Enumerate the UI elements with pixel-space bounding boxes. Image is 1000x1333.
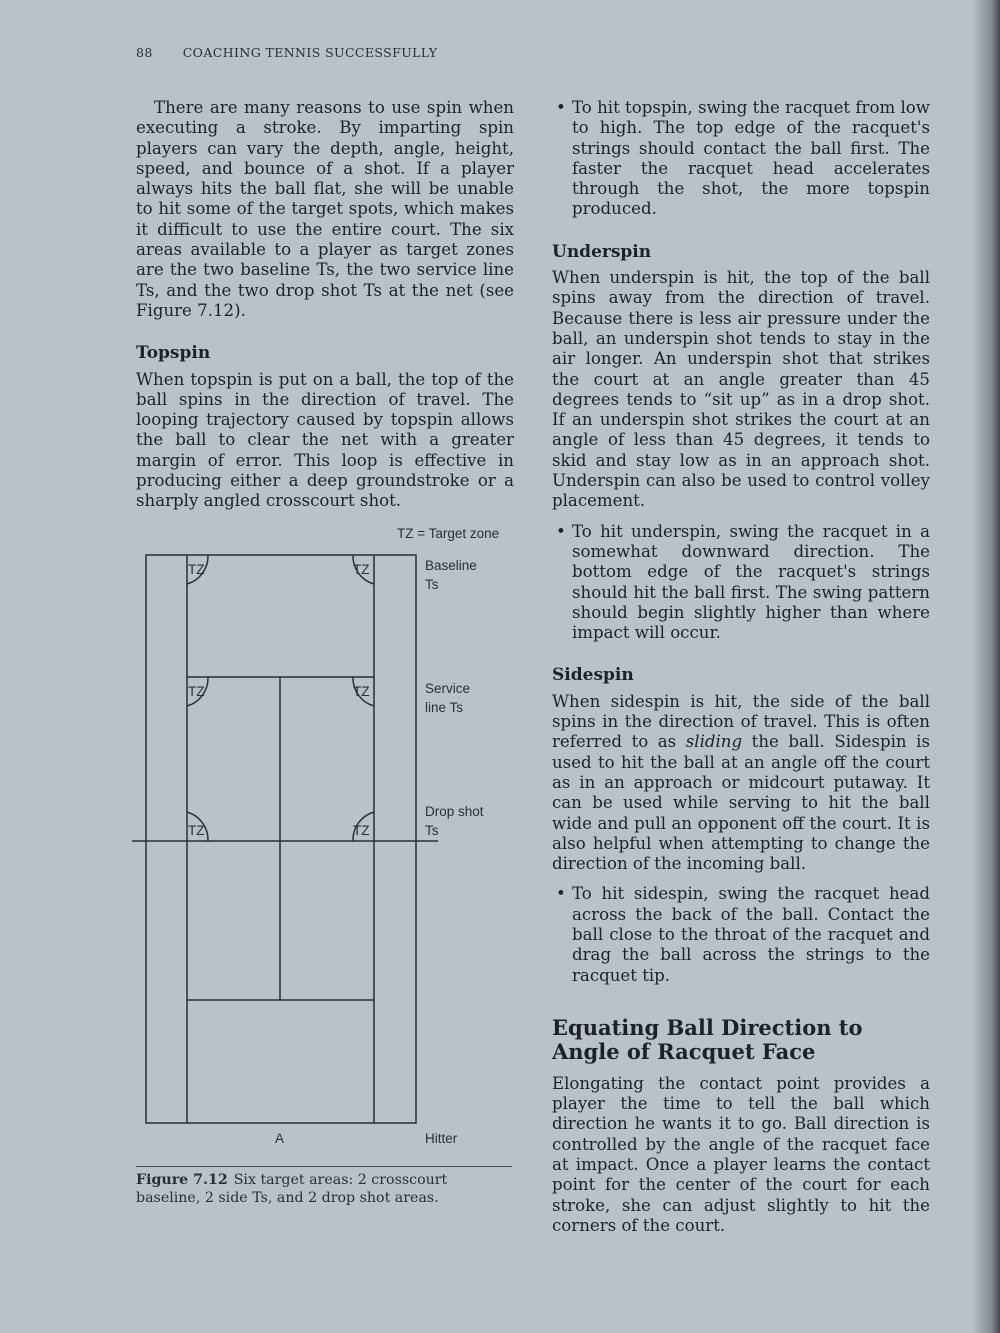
figure-label: Figure 7.12 xyxy=(136,1172,228,1188)
baseline-label-2: Ts xyxy=(425,577,439,592)
page-number: 88 xyxy=(136,45,153,60)
service-label-1: Service xyxy=(425,681,471,696)
tz-label: TZ xyxy=(188,684,205,699)
section-heading: Equating Ball Direction to Angle of Racquet Face xyxy=(552,1014,863,1064)
running-title: COACHING TENNIS SUCCESSFULLY xyxy=(182,45,438,60)
tz-label: TZ xyxy=(353,823,370,838)
tz-label: TZ xyxy=(188,823,205,838)
underspin-heading: Underspin xyxy=(552,241,652,262)
sidespin-heading: Sidespin xyxy=(552,665,634,686)
underspin-paragraph: When underspin is hit, the top of the ball spins away from the direction of travel. Because there is less air pressure under the ball, an underspin shot tends to stay in the air longer. An underspin shot that strikes the court at an angle greater than 45 degrees tends to “sit up” as in a drop shot. If an underspin shot strikes the court at an angle of less than 45 degrees, it tends to skid and stay low as in an approach shot. Underspin can also be used to control volley placement. xyxy=(552,268,930,511)
running-header xyxy=(136,45,437,60)
topspin-heading: Topspin xyxy=(136,343,211,364)
baseline-label-1: Baseline xyxy=(425,558,477,573)
drop-label-2: Ts xyxy=(425,823,439,838)
figure-caption xyxy=(136,1166,512,1207)
page-edge-shadow xyxy=(972,0,1000,1333)
bullet-glyph: • xyxy=(556,98,566,117)
topspin-bullet xyxy=(552,98,930,220)
underspin-bullet xyxy=(552,522,930,644)
hitter-position-label: A xyxy=(275,1131,285,1146)
topspin-bullet-text: To hit topspin, swing the racquet from low to high. The top edge of the racquet's strings should contact the ball first. The faster the racquet head accelerates through the shot, the more topspin produced. xyxy=(572,98,930,219)
sidespin-emphasis: sliding xyxy=(685,732,743,752)
tz-label: TZ xyxy=(353,562,370,577)
bullet-glyph: • xyxy=(556,884,566,904)
figure-legend: TZ = Target zone xyxy=(397,526,500,541)
court-diagram xyxy=(126,520,526,1160)
topspin-paragraph: When topspin is put on a ball, the top of the ball spins in the direction of travel. The looping trajectory caused by topspin allows the ball to clear the net with a greater margin of error. This loop is effective in producing either a deep groundstroke or a sharply angled crosscourt shot. xyxy=(136,369,514,511)
hitter-label: Hitter xyxy=(425,1131,458,1146)
left-column xyxy=(136,98,514,512)
service-label-2: line Ts xyxy=(425,700,464,715)
court-figure xyxy=(126,520,526,1160)
right-column xyxy=(552,98,930,1236)
section-paragraph: Elongating the contact point provides a player the time to tell the ball which direction he wants it to go. Ball direction is controlled by the angle of the racquet face at impact. Once a player learns the contact point for the center of the court for each stroke, she can adjust slightly to hit the corners of the court. xyxy=(552,1073,930,1235)
intro-paragraph: There are many reasons to use spin when executing a stroke. By imparting spin players can vary the depth, angle, height, speed, and bounce of a shot. If a player always hits the ball flat, she will be unable to hit some of the target spots, which makes it difficult to use the entire court. The six areas available to a player as target zones are the two baseline Ts, the two service line Ts, and the two drop shot Ts at the net (see Figure 7.12). xyxy=(136,98,514,320)
tz-label: TZ xyxy=(353,684,370,699)
bullet-glyph: • xyxy=(556,521,566,541)
sidespin-bullet-text: To hit sidespin, swing the racquet head across the back of the ball. Contact the ball close to the throat of the racquet and drag the ball across the strings to the racquet tip. xyxy=(572,884,930,985)
sidespin-text-2: the ball. Sidespin is used to hit the ball at an angle off the court as in an approach or midcourt putaway. It can be used while serving to hit the ball wide and pull an opponent off the court. It is also helpful when attempting to change the direction of the incoming ball. xyxy=(552,732,930,874)
caption-text: Six target areas: 2 crosscourt baseline, 2 side Ts, and 2 drop shot areas. xyxy=(136,1172,448,1206)
drop-label-1: Drop shot xyxy=(425,804,484,819)
tz-label: TZ xyxy=(188,562,205,577)
sidespin-text-1: When sidespin is hit, the side of the ball spins in the direction of travel. This is often referred to as xyxy=(552,691,930,752)
sidespin-bullet xyxy=(552,884,930,985)
underspin-bullet-text: To hit underspin, swing the racquet in a somewhat downward direction. The bottom edge of the racquet's strings should hit the ball first. The swing pattern should begin slightly higher than where impact will occur. xyxy=(572,521,930,643)
sidespin-paragraph xyxy=(552,692,930,875)
